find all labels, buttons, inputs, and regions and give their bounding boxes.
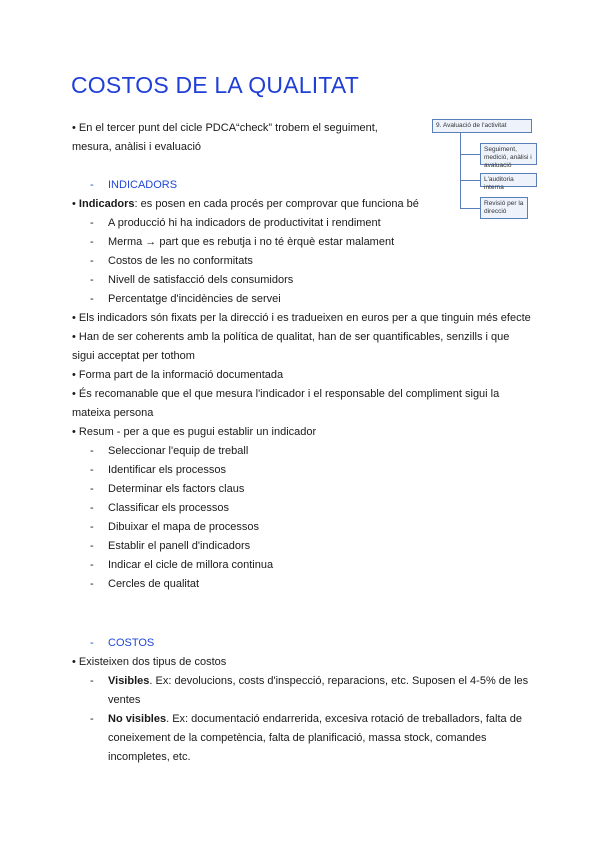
bullet-point: • Els indicadors són fixats per la direcció i es tradueixen en euros per a que tinguin més efecte [72, 312, 531, 324]
list-item: - Dibuixar el mapa de processos [90, 521, 260, 533]
list-item: - Identificar els processos [90, 464, 226, 476]
list-item-no-visibles: - No visibles. Ex: documentació endarrerida, excesiva rotació de treballadors, falta de coneixement de la competència, falta de planificació, massa stock, comandes incompletes, etc. [90, 713, 522, 763]
section-heading-costos: - COSTOS [90, 637, 155, 649]
list-item: - Indicar el cicle de millora continua [90, 559, 274, 571]
intro-paragraph [72, 119, 412, 157]
list-item: - Seleccionar l'equip de treball [90, 445, 249, 457]
section-heading-indicadors: - INDICADORS [90, 179, 178, 191]
diagram-root-box [432, 119, 532, 133]
list-item: - A producció hi ha indicadors de productivitat i rendiment [90, 217, 381, 229]
page-title: COSTOS DE LA QUALITAT [71, 72, 359, 98]
list-item: - Classificar els processos [90, 502, 230, 514]
list-item: - Costos de les no conformitats [90, 255, 253, 267]
list-item: - Percentatge d'incidències de servei [90, 293, 281, 305]
bullet-point: • És recomanable que el que mesura l'indicador i el responsable del compliment sigui la mateixa persona [72, 388, 500, 419]
list-item-visibles: - Visibles. Ex: devolucions, costs d'inspecció, reparacions, etc. Suposen el 4-5% de les ventes [90, 675, 529, 706]
list-item: - Establir el panell d'indicadors [90, 540, 251, 552]
indicadors-section [72, 176, 532, 594]
diagram-connector [460, 154, 480, 155]
intro-line: • En el tercer punt del cicle PDCA“check” trobem el seguiment, [72, 122, 378, 134]
indicadors-definition: • Indicadors: es posen en cada procés per comprovar que funciona bé [72, 198, 419, 210]
list-item: - Merma → part que es rebutja i no té èrquè estar malament [90, 236, 395, 248]
costos-section [72, 634, 532, 767]
diagram-child-box [480, 143, 537, 169]
diagram-root-label: 9. Avaluació de l'activitat [436, 122, 507, 129]
list-item: - Nivell de satisfacció dels consumidors [90, 274, 294, 286]
list-item: - Determinar els factors claus [90, 483, 245, 495]
costos-intro: • Existeixen dos tipus de costos [72, 656, 227, 668]
intro-line: mesura, anàlisi i evaluació [72, 141, 202, 153]
bullet-point: • Resum - per a que es pugui establir un indicador [72, 426, 317, 438]
bullet-point: • Forma part de la informació documentada [72, 369, 284, 381]
bullet-point: • Han de ser coherents amb la política de qualitat, han de ser quantificables, senzills i que sigui acceptat per tothom [72, 331, 510, 362]
diagram-child-label: Revisió per la direcció [484, 200, 524, 215]
diagram-child-label: L'auditoria interna [484, 176, 514, 191]
list-item: - Cercles de qualitat [90, 578, 200, 590]
diagram-child-label: Seguiment, medició, anàlisi i avaluació [484, 146, 532, 169]
